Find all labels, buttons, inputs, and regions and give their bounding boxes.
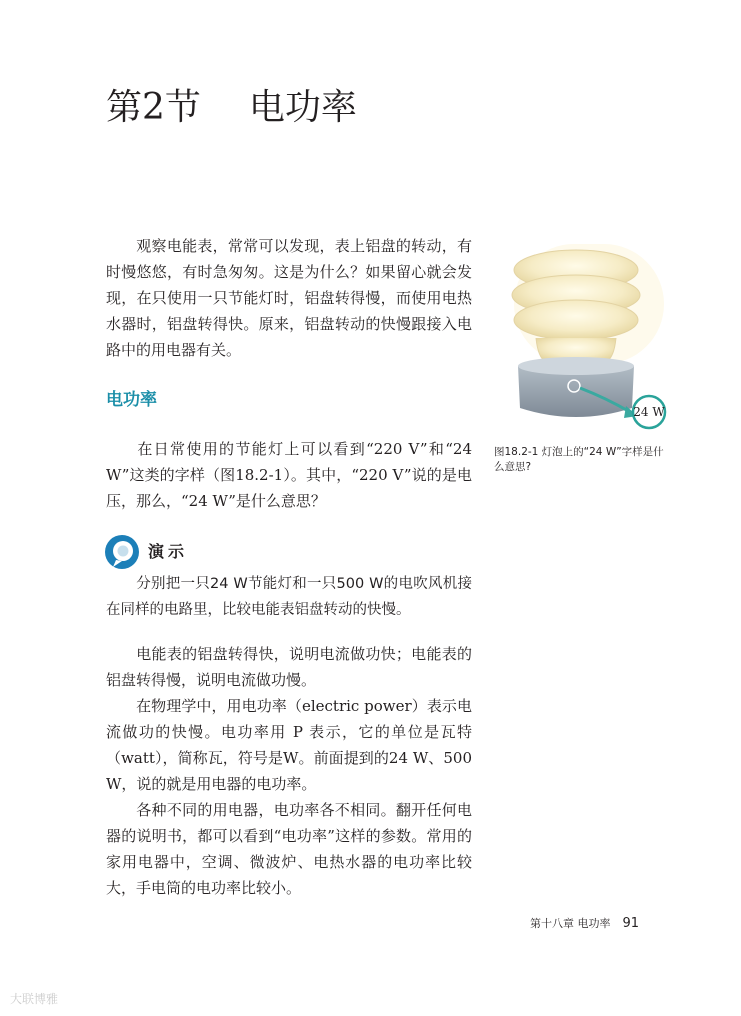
bulb-rating-callout: 24 W: [633, 405, 665, 419]
section-title: 电功率: [248, 87, 357, 128]
chapter-title: 第十八章 电功率: [530, 917, 611, 930]
subsection-title: 电功率: [106, 390, 157, 410]
body-paragraph-1: 电能表的铝盘转得快，说明电流做功快；电能表的铝盘转得慢，说明电流做功慢。: [106, 645, 472, 689]
body-paragraph-2: 在物理学中，用电功率（electric power）表示电流做功的快慢。电功率用 P 表示，它的单位是瓦特（watt），简称瓦，符号是W。前面提到的24 W、500 W，说的就是用电器的电功率。: [106, 697, 472, 793]
cfl-bulb-image: [496, 240, 696, 440]
page-footer: [530, 915, 639, 931]
figure-caption: 图18.2-1 灯泡上的“24 W”字样是什么意思?: [494, 446, 664, 473]
demo-label: 演示: [148, 542, 189, 561]
demo-text: 分别把一只24 W节能灯和一只500 W的电吹风机接在同样的电路里，比较电能表铝盘转动的快慢。: [106, 576, 472, 618]
section-number: 第2节: [106, 87, 201, 128]
demo-icon: [104, 534, 140, 570]
page-number: 91: [622, 916, 640, 931]
body-paragraph-3: 各种不同的用电器，电功率各不相同。翻开任何电器的说明书，都可以看到“电功率”这样的参数。常用的家用电器中，空调、微波炉、电热水器的电功率比较大，手电筒的电功率比较小。: [106, 801, 472, 897]
watermark: [10, 990, 58, 1007]
intro-paragraph: 观察电能表，常常可以发现，表上铝盘的转动，有时慢悠悠，有时急匆匆。这是为什么？如果留心就会发现，在只使用一只节能灯时，铝盘转得慢，而使用电热水器时，铝盘转得快。原来，铝盘转动的快慢跟接入电路中的用电器有关。: [106, 237, 472, 359]
section-heading: [106, 82, 357, 134]
question-paragraph: 在日常使用的节能灯上可以看到“220 V”和“24 W”这类的字样（图18.2-1）。其中，“220 V”说的是电压，那么，“24 W”是什么意思？: [106, 440, 472, 510]
watermark-text: 大联博雅: [10, 992, 59, 1006]
